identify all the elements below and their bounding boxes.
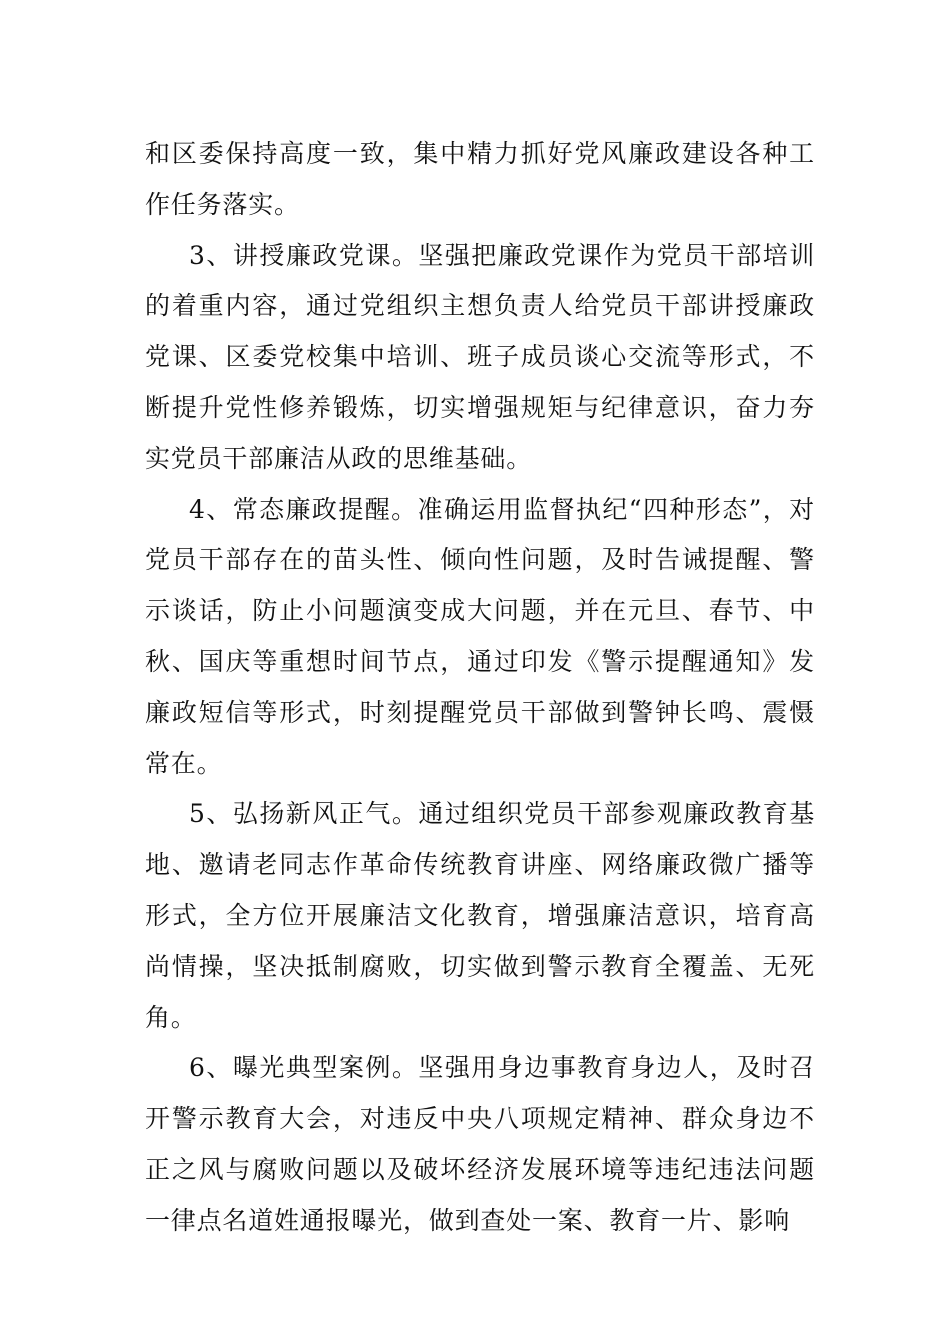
paragraph-item-3: 3、讲授廉政党课。坚强把廉政党课作为党员干部培训的着重内容，通过党组织主想负责人给党员干部讲授廉政党课、区委党校集中培训、班子成员谈心交流等形式，不断提升党性修养锻炼，切实增强规矩与纪律意识，奋力夯实党员干部廉洁从政的思维基础。: [145, 240, 815, 473]
paragraph-continuation: 和区委保持高度一致，集中精力抓好党风廉政建设各种工作任务落实。: [145, 139, 815, 219]
document-body: [145, 129, 815, 1247]
paragraph-item-6: 6、曝光典型案例。坚强用身边事教育身边人，及时召开警示教育大会，对违反中央八项规定精神、群众身边不正之风与腐败问题以及破坏经济发展环境等违纪违法问题一律点名道姓通报曝光，做到查处一案、教育一片、影响: [145, 1053, 815, 1235]
paragraph-item-5: 5、弘扬新风正气。通过组织党员干部参观廉政教育基地、邀请老同志作革命传统教育讲座、网络廉政微广播等形式，全方位开展廉洁文化教育，增强廉洁意识，培育高尚情操，坚决抵制腐败，切实做到警示教育全覆盖、无死角。: [145, 799, 815, 1032]
paragraph-item-4: 4、常态廉政提醒。准确运用监督执纪“四种形态”，对党员干部存在的苗头性、倾向性问题，及时告诫提醒、警示谈话，防止小问题演变成大问题，并在元旦、春节、中秋、国庆等重想时间节点，通过印发《警示提醒通知》发廉政短信等形式，时刻提醒党员干部做到警钟长鸣、震慑常在。: [145, 494, 815, 778]
